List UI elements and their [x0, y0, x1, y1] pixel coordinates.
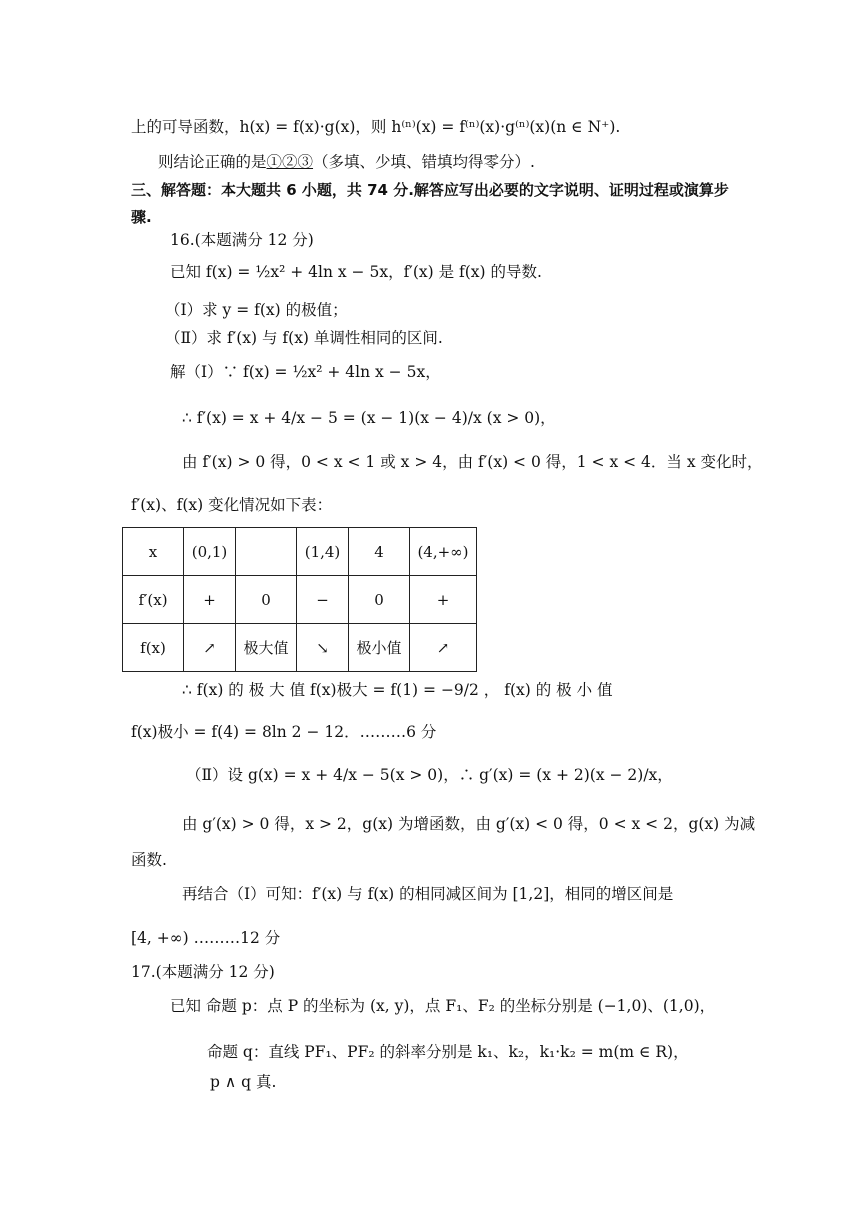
answer-value: ①②③: [266, 153, 314, 171]
section-three-heading: 三、解答题：本大题共 6 小题，共 74 分.解答应写出必要的文字说明、证明过程或演算步: [131, 181, 729, 199]
table-cell: ↘: [297, 624, 349, 672]
solution-line-2: ∴ f′(x) = x + 4/x − 5 = (x − 1)(x − 4)/x (x > 0)，: [182, 409, 556, 427]
solution-line-11: [4, +∞) ………12 分: [131, 929, 281, 947]
table-cell: (1,4): [297, 528, 349, 576]
q16-heading: 16.(本题满分 12 分): [170, 231, 314, 249]
table-cell: 4: [349, 528, 410, 576]
table-cell: 极小值: [349, 624, 410, 672]
section-three-heading-cont: 骤.: [131, 208, 152, 226]
table-cell: [236, 528, 297, 576]
table-cell: 极大值: [236, 624, 297, 672]
solution-line-9: 函数.: [131, 851, 167, 869]
solution-line-6: f(x)极小 = f(4) = 8ln 2 − 12．………6 分: [131, 723, 437, 741]
variation-table: [122, 527, 477, 672]
solution-line-3: 由 f′(x) > 0 得，0 < x < 1 或 x > 4，由 f′(x) < 0 得，1 < x < 4．当 x 变化时，: [182, 453, 763, 471]
table-cell: f′(x): [123, 576, 184, 624]
solution-line-7: （Ⅱ）设 g(x) = x + 4/x − 5(x > 0)，∴ g′(x) = (x + 2)(x − 2)/x，: [186, 766, 673, 784]
table-cell: −: [297, 576, 349, 624]
answer-suffix: （多填、少填、错填均得零分）.: [313, 153, 535, 171]
line-derivative-def: 上的可导函数，h(x) = f(x)·g(x)，则 h⁽ⁿ⁾(x) = f⁽ⁿ⁾(x)·g⁽ⁿ⁾(x)(n ∈ N⁺).: [131, 118, 621, 136]
q17-heading: 17.(本题满分 12 分): [131, 963, 275, 981]
table-row: [123, 624, 477, 672]
table-cell: +: [184, 576, 236, 624]
table-row: [123, 576, 477, 624]
table-cell: (4,+∞): [410, 528, 477, 576]
q17-line-2: 命题 q：直线 PF₁、PF₂ 的斜率分别是 k₁、k₂，k₁·k₂ = m(m ∈ R)，: [207, 1043, 689, 1061]
table-cell: 0: [236, 576, 297, 624]
line-answer: [158, 152, 535, 172]
q16-given: 已知 f(x) = ½x² + 4ln x − 5x，f′(x) 是 f(x) 的导数.: [170, 263, 542, 281]
table-cell: (0,1): [184, 528, 236, 576]
table-cell: ↗: [410, 624, 477, 672]
solution-line-5: ∴ f(x) 的 极 大 值 f(x)极大 = f(1) = −9/2 ， f(x) 的 极 小 值: [182, 681, 613, 699]
q17-line-1: 已知 命题 p：点 P 的坐标为 (x, y)，点 F₁、F₂ 的坐标分别是 (−1,0)、(1,0)，: [170, 997, 716, 1015]
q16-part2: （Ⅱ）求 f′(x) 与 f(x) 单调性相同的区间.: [165, 329, 443, 347]
table-cell: ↗: [184, 624, 236, 672]
q17-line-3: p ∧ q 真.: [210, 1073, 277, 1091]
answer-prefix: 则结论正确的是: [158, 153, 267, 171]
solution-line-4: f′(x)、f(x) 变化情况如下表：: [131, 496, 333, 514]
table-cell: 0: [349, 576, 410, 624]
q16-part1: （Ⅰ）求 y = f(x) 的极值；: [165, 301, 348, 319]
table-cell: x: [123, 528, 184, 576]
table-cell: f(x): [123, 624, 184, 672]
solution-line-8: 由 g′(x) > 0 得，x > 2，g(x) 为增函数，由 g′(x) < 0 得，0 < x < 2，g(x) 为减: [182, 815, 756, 833]
table-cell: +: [410, 576, 477, 624]
table-row: [123, 528, 477, 576]
solution-line-10: 再结合（Ⅰ）可知：f′(x) 与 f(x) 的相同减区间为 [1,2]，相同的增区间是: [182, 885, 674, 903]
solution-line-1: 解（Ⅰ）∵ f(x) = ½x² + 4ln x − 5x，: [170, 363, 441, 381]
